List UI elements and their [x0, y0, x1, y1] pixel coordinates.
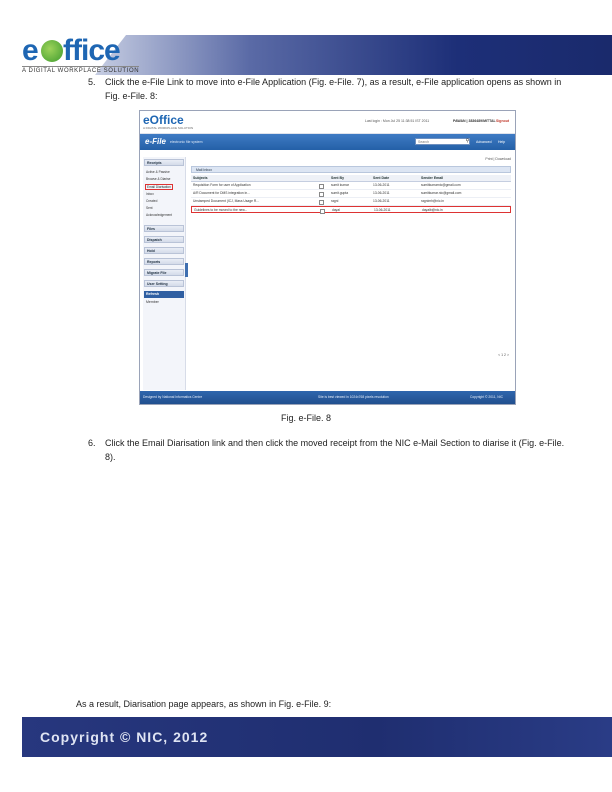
user-name: PAWAN | 3836489/MITTAL	[453, 119, 496, 123]
toolbar-links[interactable]: Print | Download	[485, 157, 511, 161]
efile-screenshot	[139, 110, 516, 405]
sidebar-group[interactable]: User Setting	[144, 280, 184, 287]
table-row[interactable]: Unstamped Document (ICJ, Mass Usage R... ragni 13-06-2011 ragnimh@nic.in	[191, 198, 511, 206]
sidebar-group-receipts[interactable]: Receipts	[144, 159, 184, 166]
attachment-icon	[319, 192, 324, 197]
sidebar-item[interactable]: Acknowledgement	[146, 213, 173, 217]
sidebar-group[interactable]: Reports	[144, 258, 184, 265]
sidebar-item[interactable]: Sent	[146, 206, 153, 210]
figure-caption: Fig. e-File. 8	[280, 413, 331, 423]
sidebar-group[interactable]: Migrate File	[144, 269, 184, 276]
sidebar-item-email-diarisation[interactable]: Email Diarisation	[147, 185, 171, 189]
attachment-icon	[320, 209, 325, 214]
table-row[interactable]: Requisition Form for user of Application sumit kumar 13-06-2011 sumitkumarnic@gmail.com	[191, 182, 511, 190]
app-title-bar: e-File electronic file system Search ⚲ Advanced Help	[140, 134, 515, 150]
sidebar-group[interactable]: Hold	[144, 247, 184, 254]
sidebar-item[interactable]: Browse & Diarise	[146, 177, 171, 181]
member-label: Member	[146, 300, 159, 304]
app-name: e-File	[145, 137, 166, 146]
mail-inbox-panel	[191, 157, 511, 390]
app-footer: Designed by National Informatics Centre Site is best viewed in 1024x768 pixels resolution Copyright © 2011, NIC	[140, 391, 515, 404]
logo-globe-icon	[41, 40, 63, 62]
tab-mail-inbox[interactable]: Mail Inbox	[191, 166, 511, 173]
app-top-bar: eOffice A DIGITAL WORKPLACE SOLUTION Last login : Mon Jul 25 11:38:51 IST 2011 PAWAN | 3836489/MITTAL Signout	[140, 111, 515, 134]
help-link[interactable]: Help	[498, 140, 506, 144]
sidebar	[143, 157, 186, 390]
table-row[interactable]: A/R Document for DMS integration in... sumit.gupta 13-06-2011 sumitkumar.nic@gmail.com	[191, 190, 511, 198]
result-text: As a result, Diarisation page appears, as shown in Fig. e-File. 9:	[76, 699, 332, 709]
last-login: Last login : Mon Jul 25 11:38:51 IST 2011	[365, 119, 430, 123]
pagination[interactable]: < 1 2 >	[498, 353, 509, 357]
search-icon[interactable]: ⚲	[465, 138, 470, 144]
logo-tagline: A DIGITAL WORKPLACE SOLUTION	[22, 68, 140, 74]
header-band	[95, 35, 612, 75]
search-input[interactable]: Search	[415, 138, 470, 145]
table-row-selected[interactable]: Guidelines to be moved to the new... dayal 13-06-2011 dayalb@nic.in	[191, 206, 511, 213]
sidebar-item[interactable]: Inbox	[146, 192, 154, 196]
eoffice-logo: e ffice	[22, 34, 120, 67]
table-header: Subjects Sent By Sent Date Sender Email	[191, 175, 511, 182]
sidebar-group[interactable]: Files	[144, 225, 184, 232]
advanced-link[interactable]: Advanced	[476, 140, 492, 144]
attachment-icon	[319, 184, 324, 189]
sidebar-collapse-handle[interactable]	[185, 263, 188, 277]
sidebar-group[interactable]: Dispatch	[144, 236, 184, 243]
sidebar-item[interactable]: Created	[146, 199, 158, 203]
sidebar-item[interactable]: Active & Passive	[146, 170, 170, 174]
copyright: Copyright © NIC, 2012	[40, 729, 209, 745]
attachment-icon	[319, 200, 324, 205]
refresh-button[interactable]: Refresh	[144, 291, 184, 298]
page-header	[0, 0, 612, 82]
signout-link[interactable]: Signout	[496, 119, 510, 123]
page-footer	[22, 717, 612, 757]
